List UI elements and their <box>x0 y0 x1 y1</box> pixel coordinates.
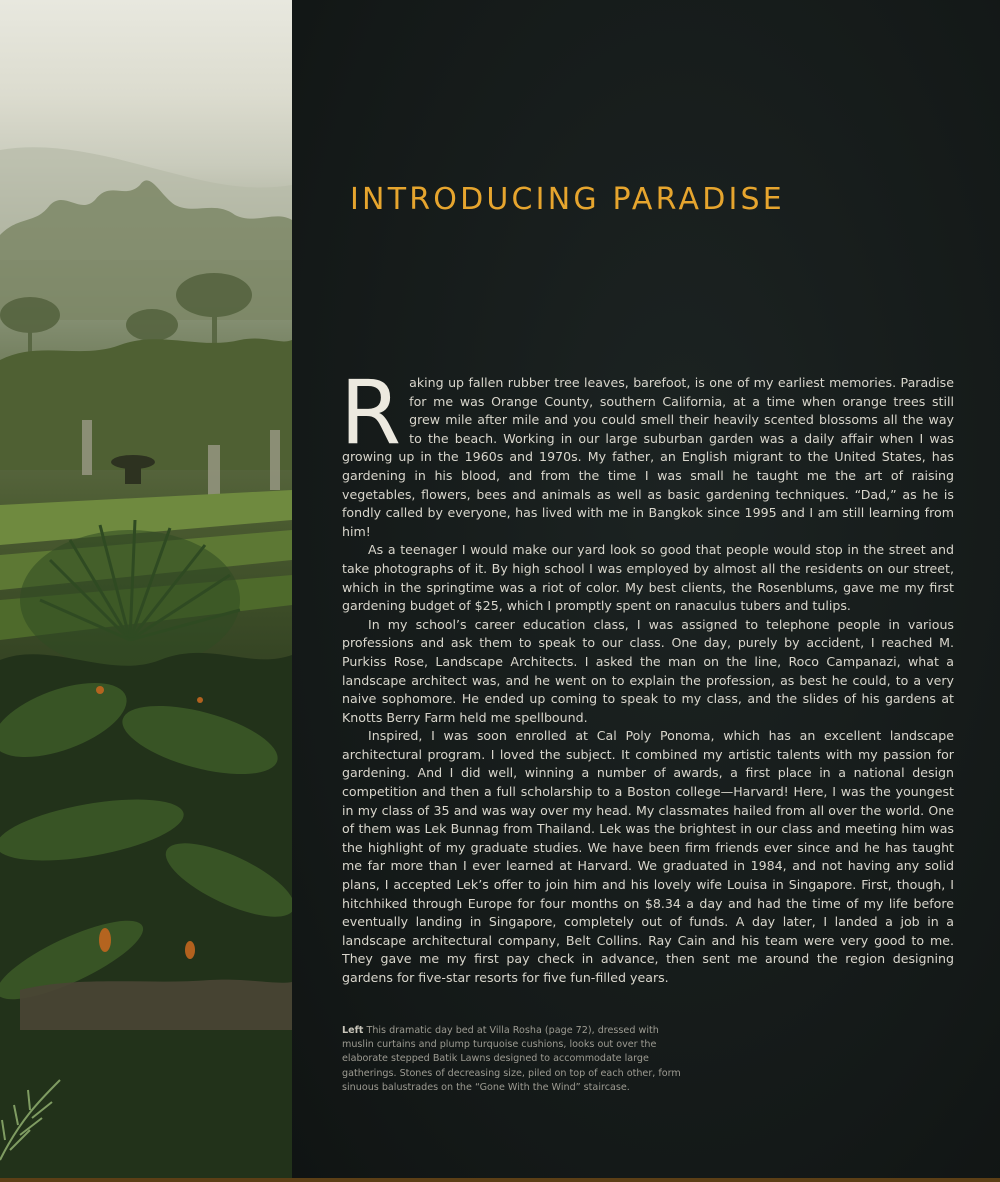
paragraph-1 <box>340 361 954 541</box>
photo-caption <box>342 1024 682 1095</box>
garden-photo <box>0 0 292 1182</box>
page-bottom-edge <box>0 1178 1000 1182</box>
paragraph-3: In my school’s career education class, I was assigned to telephone people in various professions and ask them to speak to our class. One day, purely by accident, I reached M. Purkiss Rose, Landscape Architects. I asked the man on the line, Roco Campanazi, what a landscape architect was, and he went on to explain the profession, as best he could, to a very naive sophomore. He ended up coming to speak to my class, and the slides of his gardens at Knotts Berry Farm held me spellbound. <box>342 616 954 725</box>
paragraph-2: As a teenager I would make our yard look so good that people would stop in the street and take photographs of it. By high school I was employed by almost all the residents on our street, which in the springtime was a riot of color. My best clients, the Rosenblums, gave me my first gardening budget of $25, which I promptly spent on ranaculus tubers and tulips. <box>342 542 954 614</box>
garden-photo-illustration <box>0 0 292 1182</box>
page-title: INTRODUCING PARADISE <box>350 182 785 217</box>
drop-cap: R <box>340 361 402 464</box>
article-body <box>340 361 954 988</box>
caption-text: This dramatic day bed at Villa Rosha (page 72), dressed with muslin curtains and plump turquoise cushions, looks out over the elaborate stepped Batik Lawns designed to accommodate large gatherings. Stones of decreasing size, piled on top of each other, form sinuous balustrades on the “Gone With the Wind” staircase. <box>342 1025 681 1093</box>
caption-lead: Left <box>342 1025 364 1036</box>
paragraph-4: Inspired, I was soon enrolled at Cal Poly Ponoma, which has an excellent landscape architectural program. I loved the subject. It combined my artistic talents with my passion for gardening. And I did well, winning a number of awards, a first place in a national design competition and then a full scholarship to a Boston college—Harvard! Here, I was the youngest in my class of 35 and was way over my head. My classmates hailed from all over the world. One of them was Lek Bunnag from Thailand. Lek was the brightest in our class and meeting him was the highlight of my graduate studies. We have been firm friends ever since and he has taught me far more than I ever learned at Harvard. We graduated in 1984, and not having any solid plans, I accepted Lek’s offer to join him and his lovely wife Louisa in Singapore. First, though, I hitchhiked through Europe for four months on $8.34 a day and had the time of my life before eventually landing in Singapore, completely out of funds. A day later, I landed a job in a landscape architectural company, Belt Collins. Ray Cain and his team were very good to me. They gave me my first pay check in advance, then sent me around the region designing gardens for five-star resorts for five fun-filled years. <box>342 728 954 985</box>
paragraph-1-text: aking up fallen rubber tree leaves, barefoot, is one of my earliest memories. Paradise for me was Orange County, southern California, at a time when orange trees still grew mile after mile and you could smell their heavily scented blossoms all the way to the beach. Working in our large suburban garden was a daily affair when I was growing up in the 1960s and 1970s. My father, an English migrant to the United States, has gardening in his blood, and from the time I was small he taught me the art of raising vegetables, flowers, bees and animals as well as basic gardening techniques. “Dad,” as he is fondly called by everyone, has lived with me in Bangkok since 1995 and I am still learning from him! <box>342 375 954 539</box>
